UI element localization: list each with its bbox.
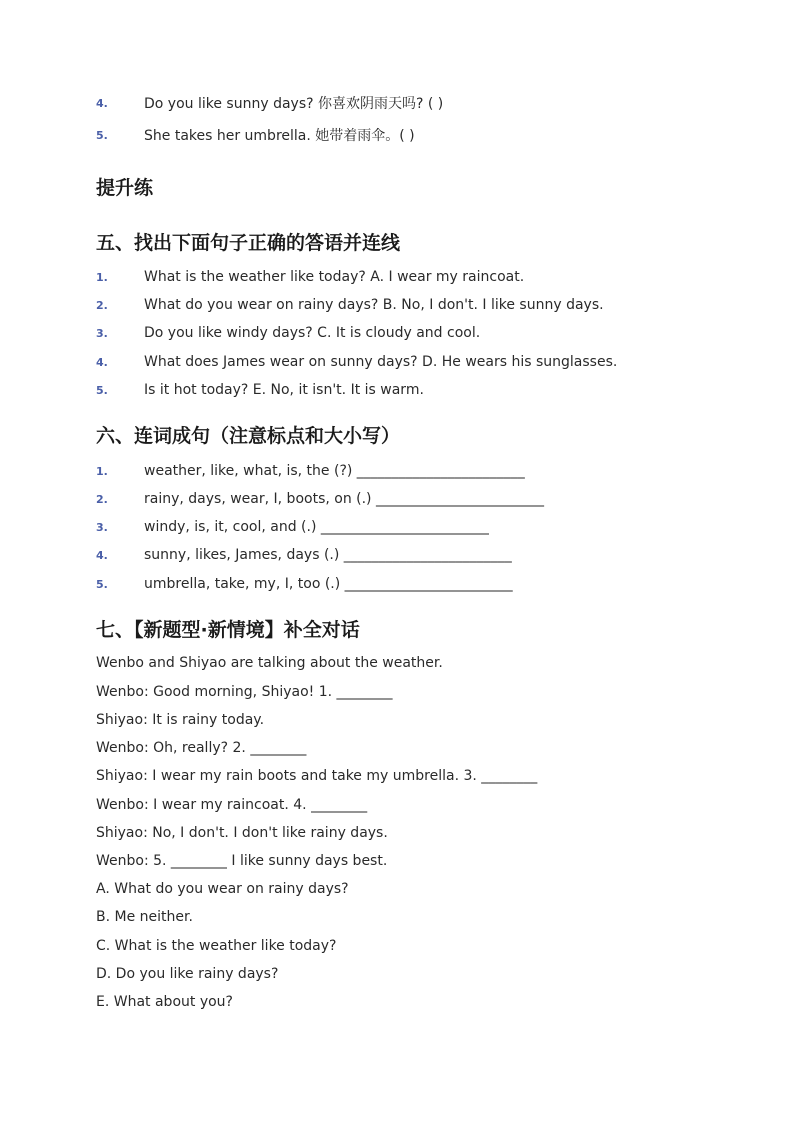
list-item: [96, 574, 513, 594]
list-item: [96, 352, 617, 372]
answer-option: C. What is the weather like today?: [96, 938, 337, 954]
answer-option: A. What do you wear on rainy days?: [96, 881, 349, 897]
item-text: weather, like, what, is, the (?) ________________________: [144, 463, 525, 479]
item-text: What is the weather like today? A. I wear my raincoat.: [144, 269, 525, 285]
dialogue-line: Wenbo: I wear my raincoat. 4. ________: [96, 797, 368, 813]
list-item: [96, 489, 544, 509]
item-number: 5.: [96, 383, 108, 397]
item-number: 5.: [96, 128, 108, 142]
item-number: 4.: [96, 548, 108, 562]
dialogue-intro: Wenbo and Shiyao are talking about the weather.: [96, 655, 443, 671]
item-number: 4.: [96, 355, 108, 369]
section-heading-promo: 提升练: [96, 177, 154, 199]
answer-option: E. What about you?: [96, 994, 233, 1010]
section-title-6: 六、连词成句（注意标点和大小写）: [96, 425, 401, 447]
item-text: windy, is, it, cool, and (.) ________________________: [144, 519, 489, 535]
answer-option: D. Do you like rainy days?: [96, 966, 279, 982]
item-number: 1.: [96, 464, 108, 478]
item-number: 2.: [96, 492, 108, 506]
item-text: What does James wear on sunny days? D. He wears his sunglasses.: [144, 354, 618, 370]
item-text: sunny, likes, James, days (.) ________________________: [144, 547, 512, 563]
dialogue-line: Wenbo: Oh, really? 2. ________: [96, 740, 307, 756]
list-item: [96, 517, 489, 537]
list-item: [96, 380, 424, 400]
list-item: [96, 323, 480, 343]
section-title-7: 七、【新题型·新情境】补全对话: [96, 619, 360, 641]
item-number: 3.: [96, 326, 108, 340]
dialogue-line: Shiyao: I wear my rain boots and take my umbrella. 3. ________: [96, 768, 538, 784]
section-title-5: 五、找出下面句子正确的答语并连线: [96, 232, 401, 254]
answer-option: B. Me neither.: [96, 909, 193, 925]
item-text: Do you like windy days? C. It is cloudy and cool.: [144, 325, 481, 341]
item-text: What do you wear on rainy days? B. No, I don't. I like sunny days.: [144, 297, 604, 313]
dialogue-line: Shiyao: It is rainy today.: [96, 712, 265, 728]
item-number: 4.: [96, 96, 108, 110]
list-item: [96, 93, 443, 113]
item-text: She takes her umbrella. 她带着雨伞。( ): [144, 128, 415, 144]
item-number: 2.: [96, 298, 108, 312]
list-item: [96, 125, 415, 145]
item-text: umbrella, take, my, I, too (.) ________________________: [144, 576, 513, 592]
item-text: Do you like sunny days? 你喜欢阴雨天吗? ( ): [144, 96, 444, 112]
item-number: 5.: [96, 577, 108, 591]
item-text: Is it hot today? E. No, it isn't. It is warm.: [144, 382, 424, 398]
item-text: rainy, days, wear, I, boots, on (.) ________________________: [144, 491, 544, 507]
list-item: [96, 267, 524, 287]
dialogue-line: Shiyao: No, I don't. I don't like rainy days.: [96, 825, 388, 841]
dialogue-line: Wenbo: Good morning, Shiyao! 1. ________: [96, 684, 393, 700]
list-item: [96, 545, 512, 565]
item-number: 1.: [96, 270, 108, 284]
list-item: [96, 461, 525, 481]
dialogue-line: Wenbo: 5. ________ I like sunny days best.: [96, 853, 388, 869]
list-item: [96, 295, 604, 315]
item-number: 3.: [96, 520, 108, 534]
